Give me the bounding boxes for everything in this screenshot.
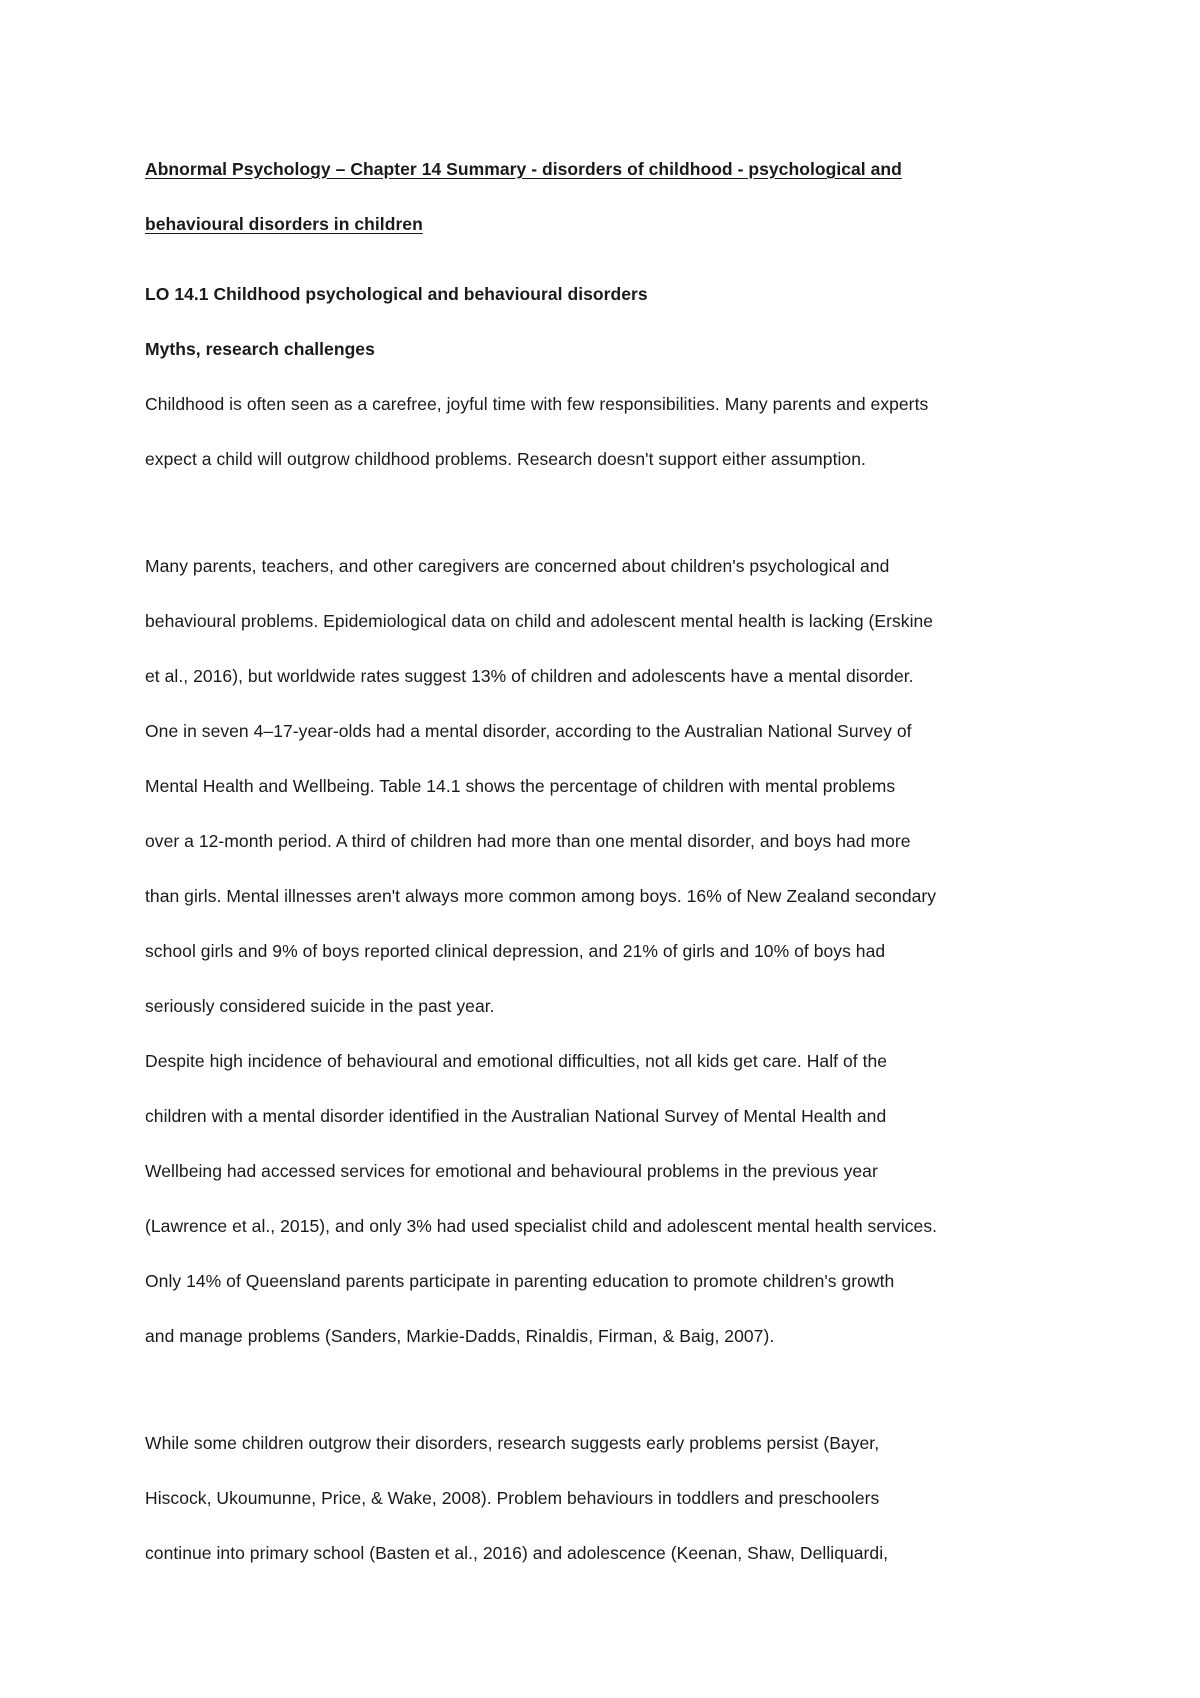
paragraph-line: over a 12-month period. A third of children had more than one mental disorder, and boys had more — [145, 831, 911, 851]
paragraph-line: Only 14% of Queensland parents participate in parenting education to promote children's growth — [145, 1271, 895, 1291]
paragraph-line: (Lawrence et al., 2015), and only 3% had used specialist child and adolescent mental health services. — [145, 1216, 938, 1236]
paragraph-line: While some children outgrow their disorders, research suggests early problems persist (Bayer, — [145, 1433, 880, 1453]
paragraph-line: and manage problems (Sanders, Markie-Dadds, Rinaldis, Firman, & Baig, 2007). — [145, 1326, 775, 1346]
spacer — [145, 252, 1070, 267]
paragraph-line: Childhood is often seen as a carefree, joyful time with few responsibilities. Many parents and experts — [145, 394, 929, 414]
paragraph-line: One in seven 4–17-year-olds had a mental disorder, according to the Australian National Survey of — [145, 721, 912, 741]
spacer — [145, 487, 1070, 539]
paragraph-line: Wellbeing had accessed services for emotional and behavioural problems in the previous year — [145, 1161, 878, 1181]
document-body — [145, 142, 1070, 1581]
paragraph-line: school girls and 9% of boys reported clinical depression, and 21% of girls and 10% of boys had — [145, 941, 886, 961]
paragraph-line: seriously considered suicide in the past year. — [145, 996, 495, 1016]
paragraph-2 — [145, 539, 1070, 1034]
paragraph-line: Despite high incidence of behavioural and emotional difficulties, not all kids get care. Half of the — [145, 1051, 888, 1071]
paragraph-line: behavioural problems. Epidemiological data on child and adolescent mental health is lacking (Erskine — [145, 611, 934, 631]
paragraph-line: expect a child will outgrow childhood problems. Research doesn't support either assumption. — [145, 449, 866, 469]
paragraph-line: Hiscock, Ukoumunne, Price, & Wake, 2008). Problem behaviours in toddlers and preschoolers — [145, 1488, 880, 1508]
learning-objective-heading: LO 14.1 Childhood psychological and behavioural disorders — [145, 284, 648, 304]
paragraph-line: Many parents, teachers, and other caregivers are concerned about children's psychological and — [145, 556, 890, 576]
document-title-line-2: behavioural disorders in children — [145, 214, 423, 234]
paragraph-line: than girls. Mental illnesses aren't always more common among boys. 16% of New Zealand secondary — [145, 886, 937, 906]
paragraph-line: Mental Health and Wellbeing. Table 14.1 shows the percentage of children with mental problems — [145, 776, 896, 796]
document-title-line-1: Abnormal Psychology – Chapter 14 Summary - disorders of childhood - psychological and — [145, 159, 902, 179]
paragraph-line: children with a mental disorder identified in the Australian National Survey of Mental Health and — [145, 1106, 887, 1126]
paragraph-line: et al., 2016), but worldwide rates suggest 13% of children and adolescents have a mental disorder. — [145, 666, 914, 686]
paragraph-3 — [145, 1034, 1070, 1364]
paragraph-line: continue into primary school (Basten et al., 2016) and adolescence (Keenan, Shaw, Delliquardi, — [145, 1543, 889, 1563]
paragraph-4 — [145, 1416, 1070, 1581]
section-heading: Myths, research challenges — [145, 339, 375, 359]
paragraph-1 — [145, 377, 1070, 487]
spacer — [145, 1364, 1070, 1416]
